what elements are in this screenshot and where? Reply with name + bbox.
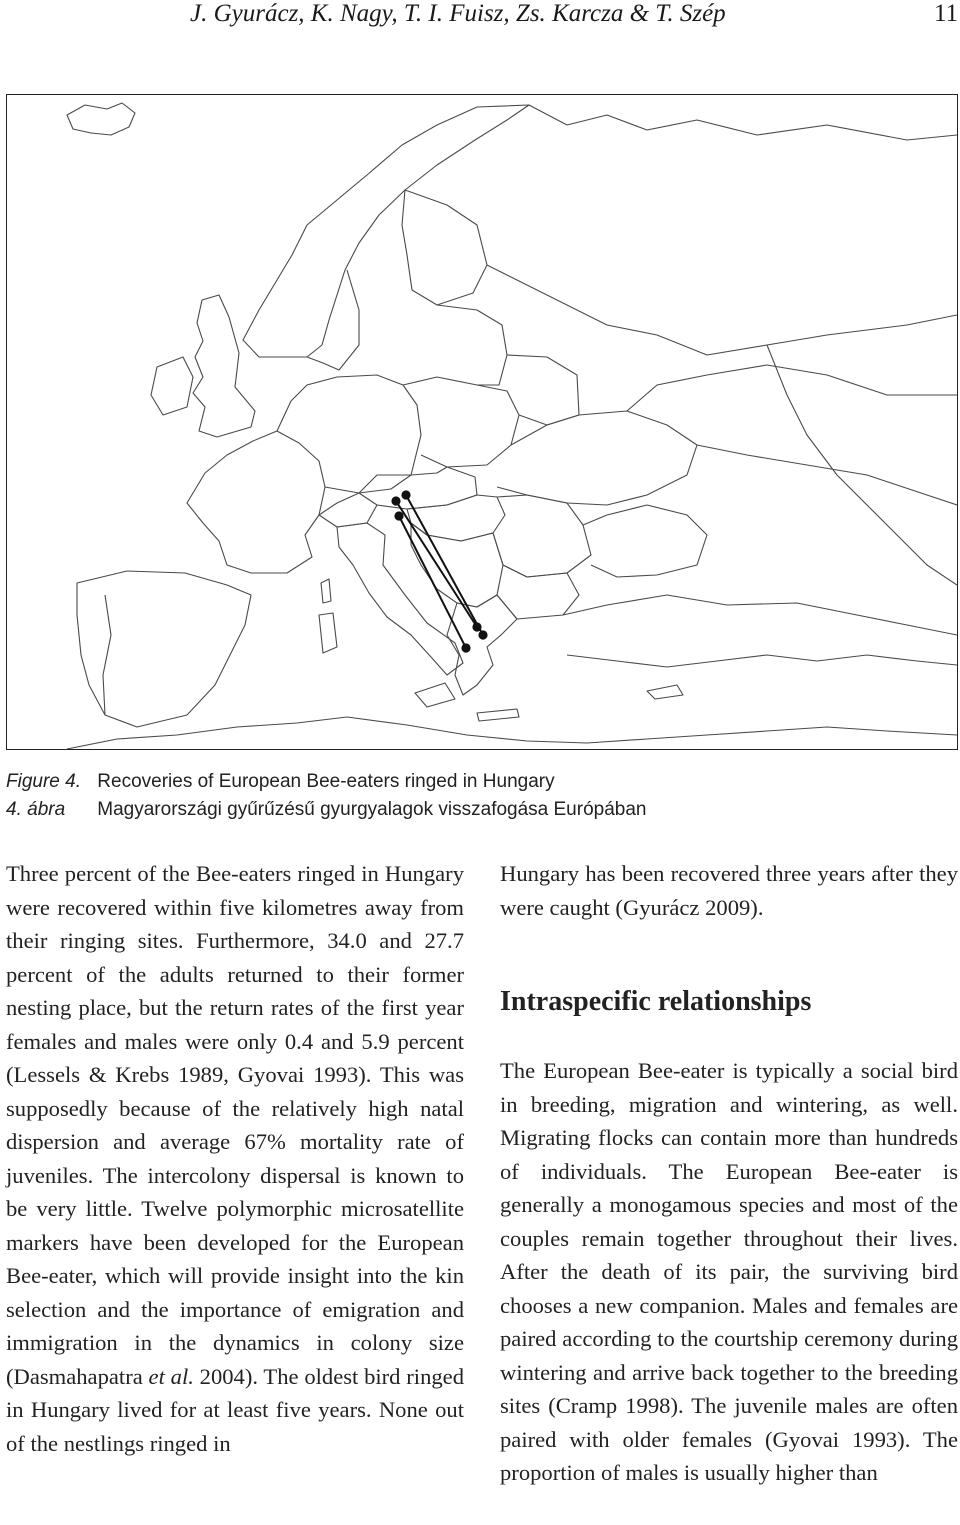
recovery-site-marker-1 [479, 631, 486, 638]
left-paragraph [6, 857, 464, 1460]
europe-recovery-map [6, 94, 958, 750]
france-outline [187, 431, 325, 573]
greece-outline [447, 595, 517, 695]
recovery-line-2 [396, 501, 477, 627]
switzerland-outline [319, 493, 377, 527]
body-column-left [6, 857, 464, 1460]
finland-outline [402, 190, 487, 305]
recovery-lines [392, 491, 486, 651]
running-head [0, 0, 960, 36]
belarus-outline [507, 355, 579, 425]
right-paragraph-2: The European Bee-eater is typically a social bird in breeding, migration and wintering, as well. Migrating flocks can contain more than hundreds of individuals. The European Bee-eater is generally a monogamous species and most of the couples remain together throughout their lives. After the death of its pair, the surviving bird chooses a new companion. Males and females are paired according to the courtship ceremony during wintering and arrive back together to the breeding sites (Cramp 1998). The juvenile males are often paired with older females (Gyovai 1993). The proportion of males is usually higher than [500, 1058, 958, 1485]
scandinavia-outline [243, 105, 529, 357]
recovery-site-marker-3 [462, 644, 469, 651]
left-paragraph-part-2: 2004). The oldest bird ringed in Hungary lived for at least five years. None out of the nestlings ringed in [6, 1363, 464, 1456]
ringing-site-marker-1 [402, 491, 409, 498]
ringing-site-marker-3 [395, 512, 402, 519]
great-britain-outline [193, 295, 255, 437]
figure-caption-english-text: Recoveries of European Bee-eaters ringed in Hungary [97, 771, 555, 792]
ringing-site-marker-2 [392, 497, 399, 504]
north-africa-coast [67, 717, 957, 749]
iceland-outline [67, 103, 135, 135]
romania-outline [493, 495, 591, 577]
russia-border [487, 265, 957, 355]
section-heading: Intraspecific relationships [500, 986, 812, 1017]
recovery-line-1 [406, 495, 483, 635]
left-paragraph-italic: et al. [148, 1363, 194, 1389]
sardinia-outline [319, 613, 337, 653]
iberia-outline [77, 571, 251, 727]
ireland-outline [151, 357, 193, 415]
turkey-outline [563, 595, 957, 635]
russia-north [529, 105, 957, 140]
crete-outline [477, 709, 519, 721]
figure-caption-english [6, 771, 555, 793]
recovery-site-marker-2 [473, 623, 480, 630]
bulgaria-outline [497, 565, 579, 619]
italy-outline [337, 523, 463, 675]
portugal-border [103, 595, 111, 715]
figure-label-english: Figure 4. [6, 771, 81, 792]
caucasus-border [697, 445, 957, 505]
figure-caption-hungarian [6, 799, 646, 821]
sweden-outline [307, 270, 359, 370]
ukraine-outline [497, 411, 697, 505]
cyprus-outline [647, 685, 683, 699]
poland-outline [403, 377, 519, 467]
country-borders [67, 103, 957, 749]
right-paragraph-1: Hungary has been recovered three years after they were caught (Gyurácz 2009). [500, 861, 958, 920]
kazakh-border [767, 345, 957, 585]
figure-caption-hungarian-text: Magyarországi gyűrűzésű gyurgyalagok visszafogása Európában [97, 799, 647, 820]
map-svg [7, 95, 957, 749]
left-paragraph-part-1: Three percent of the Bee-eaters ringed in Hungary were recovered within five kilometres away from their ringing sites. Furthermore, 34.0 and 27.7 percent of the adults returned to their former nesting place, but the return rates of the first year females and males were only 0.4 and 5.9 percent (Lessels & Krebs 1989, Gyovai 1993). This was supposedly because of the relatively high natal dispersion and average 67% mortality rate of juveniles. The intercolony dispersal is known to be very little. Twelve polymorphic microsatellite markers have been developed for the European Bee-eater, which will provide insight into the kin selection and the importance of emigration and immigration in the dynamics in colony size (Dasmahapatra [6, 861, 464, 1389]
body-column-right [500, 857, 958, 1490]
sicily-outline [415, 683, 455, 707]
black-sea-north [583, 505, 707, 577]
author-list: J. Gyurácz, K. Nagy, T. I. Fuisz, Zs. Karcza & T. Szép [190, 0, 726, 27]
turkey-south [567, 655, 957, 667]
baltics-outline [437, 305, 507, 385]
corsica-outline [321, 579, 331, 603]
page-number: 11 [934, 0, 959, 27]
figure-label-hungarian: 4. ábra [6, 799, 66, 820]
czech-austria [359, 467, 477, 509]
